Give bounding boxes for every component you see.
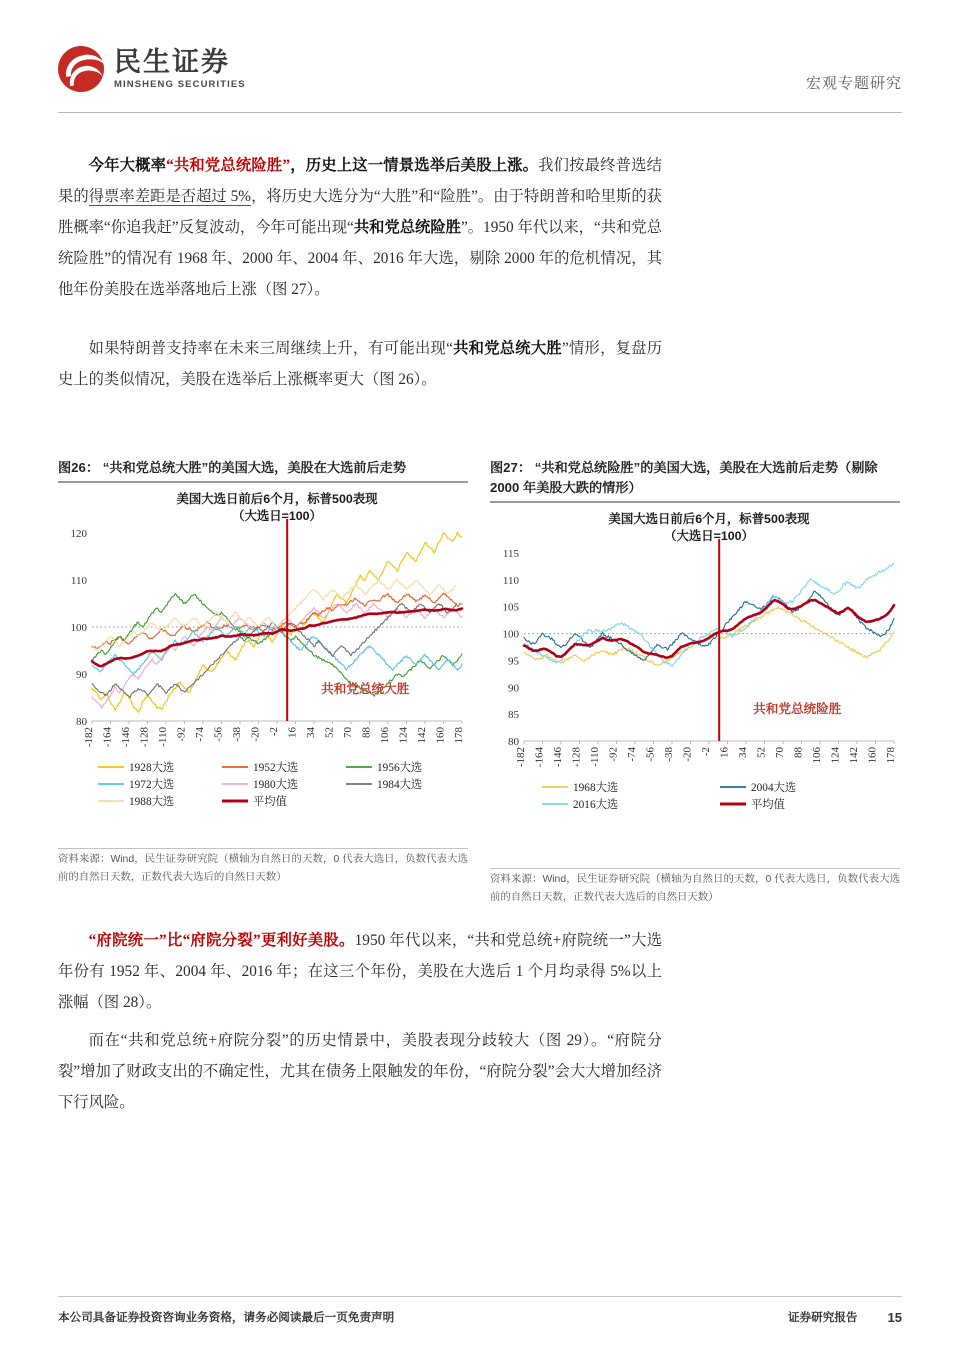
footer-disclaimer: 本公司具备证券投资咨询业务资格，请务必阅读最后一页免责声明 (58, 1311, 395, 1324)
svg-text:100: 100 (70, 622, 87, 634)
p1-lead-red: “共和党总统险胜” (166, 157, 291, 174)
svg-text:1956大选: 1956大选 (377, 762, 423, 774)
svg-text:70: 70 (342, 727, 354, 738)
page-footer (58, 1305, 902, 1329)
footer-right-group (788, 1309, 902, 1325)
chart-27-svg (490, 507, 900, 859)
figure-27-title-rule (490, 501, 900, 503)
svg-text:110: 110 (70, 575, 87, 587)
footer-report-label: 证券研究报告 (787, 1311, 858, 1324)
paragraph-1 (58, 150, 662, 305)
p1-rest1: ，历史上这一情景选举后美股上涨。 (290, 157, 539, 174)
svg-text:160: 160 (866, 747, 879, 764)
svg-text:80: 80 (508, 736, 519, 748)
svg-text:-38: -38 (231, 727, 243, 742)
p2-bold: 共和党总统大胜 (452, 340, 562, 357)
svg-text:（大选日=100）: （大选日=100） (232, 509, 322, 523)
chart-26-svg (58, 487, 468, 839)
figure-27-chart-area (490, 507, 900, 862)
svg-text:1928大选: 1928大选 (129, 762, 175, 774)
page-header (58, 46, 902, 112)
p1-rest3: ，将历史大选分为“大胜”和“险胜”。由于特朗普和哈里斯的获胜概率“你追我赶”反复波动，今年可能出现“ (58, 188, 662, 236)
p3-rest: 1950 年代以来，“共和党总统+府院统一”大选年份有 1952 年、2004 年、2016 年；在这三个年份，美股在大选后 1 个月均录得 5%以上涨幅（图 28）。 (58, 932, 663, 1011)
logo-chinese-name: 民生证券 (114, 46, 230, 77)
svg-text:1972大选: 1972大选 (129, 779, 175, 791)
svg-text:1984大选: 1984大选 (377, 779, 423, 791)
svg-text:1980大选: 1980大选 (253, 779, 299, 791)
svg-text:115: 115 (502, 548, 519, 560)
svg-text:16: 16 (718, 747, 731, 758)
svg-text:100: 100 (502, 628, 519, 641)
svg-text:34: 34 (305, 727, 317, 738)
svg-text:95: 95 (508, 655, 519, 668)
p1-underline: 得票率差距是否超过 5% (88, 188, 252, 205)
minsheng-logo-icon (58, 46, 104, 92)
svg-text:1952大选: 1952大选 (253, 762, 299, 774)
p2-b: ”情形，复盘历史上的类似情况，美股在选举后上涨概率更大（图 26）。 (58, 340, 663, 388)
svg-text:-182: -182 (515, 747, 527, 768)
svg-text:120: 120 (70, 528, 87, 540)
svg-text:1968大选: 1968大选 (573, 782, 619, 794)
p1-rest4: ”。1950 年代以来，“共和党总统险胜”的情况有 1968 年、2000 年、2004 年、2016 年大选，剔除 2000 年的危机情况，其他年份美股在选举落地后上涨（图 27）。 (58, 219, 662, 298)
svg-text:-146: -146 (120, 727, 132, 748)
svg-text:-38: -38 (663, 747, 675, 762)
svg-text:-92: -92 (607, 747, 620, 762)
svg-text:-92: -92 (175, 727, 188, 742)
footer-page-number: 15 (887, 1309, 902, 1325)
svg-text:-164: -164 (533, 747, 546, 768)
svg-text:106: 106 (379, 727, 391, 744)
svg-text:90: 90 (76, 669, 87, 681)
figure-26-source: 资料来源：Wind，民生证券研究院（横轴为自然日的天数，0 代表大选日，负数代表大选前的自然日天数，正数代表大选后的自然日天数） (58, 854, 468, 883)
paragraph-4: 而在“共和党总统+府院分裂”的历史情景中，美股表现分歧较大（图 29）。“府院分裂”增加了财政支出的不确定性，尤其在债务上限触发的年份，“府院分裂”会大大增加经济下行风险。 (58, 1032, 662, 1111)
figure-26 (58, 458, 468, 887)
p1-lead-black: 今年大概率 (88, 157, 167, 174)
footer-divider (58, 1296, 902, 1297)
svg-text:90: 90 (508, 682, 519, 695)
svg-text:178: 178 (885, 747, 897, 764)
svg-text:34: 34 (737, 747, 749, 758)
svg-text:160: 160 (434, 727, 447, 744)
svg-text:105: 105 (502, 601, 519, 614)
svg-text:52: 52 (323, 727, 336, 738)
svg-text:2016大选: 2016大选 (573, 799, 619, 811)
svg-text:80: 80 (76, 716, 87, 728)
p1-bold2: 共和党总统险胜 (353, 219, 461, 236)
svg-text:178: 178 (453, 727, 465, 744)
svg-text:美国大选日前后6个月，标普500表现: 美国大选日前后6个月，标普500表现 (176, 492, 378, 506)
svg-text:110: 110 (502, 574, 519, 587)
svg-text:-164: -164 (101, 727, 114, 748)
svg-text:共和党总统险胜: 共和党总统险胜 (753, 702, 842, 716)
svg-text:美国大选日前后6个月，标普500表现: 美国大选日前后6个月，标普500表现 (608, 512, 810, 526)
svg-text:70: 70 (774, 747, 786, 758)
svg-text:85: 85 (508, 709, 519, 722)
figure-27-title: 图27： “共和党总统险胜”的美国大选，美股在大选前后走势（剔除 2000 年美股大跌的情形） (490, 460, 878, 495)
svg-text:共和党总统大胜: 共和党总统大胜 (321, 682, 410, 696)
svg-text:2004大选: 2004大选 (751, 782, 797, 794)
svg-text:88: 88 (360, 727, 373, 738)
header-section-label: 宏观专题研究 (805, 75, 902, 92)
header-divider (58, 112, 902, 113)
p2-a: 如果特朗普支持率在未来三周继续上升，有可能出现“ (88, 340, 453, 357)
svg-text:1988大选: 1988大选 (129, 796, 175, 808)
svg-text:-182: -182 (83, 727, 95, 748)
figure-27 (490, 458, 900, 907)
svg-text:-56: -56 (644, 747, 657, 762)
company-logo (58, 46, 246, 92)
svg-text:-128: -128 (570, 747, 583, 768)
svg-text:（大选日=100）: （大选日=100） (664, 529, 754, 543)
svg-text:-20: -20 (681, 747, 694, 762)
svg-text:-2: -2 (700, 747, 712, 757)
logo-text-block (114, 48, 246, 90)
svg-text:-56: -56 (212, 727, 225, 742)
svg-text:-110: -110 (589, 747, 601, 767)
svg-text:-74: -74 (626, 747, 638, 762)
svg-text:142: 142 (848, 747, 860, 764)
svg-text:16: 16 (286, 727, 299, 738)
svg-text:142: 142 (416, 727, 428, 744)
svg-text:-110: -110 (157, 727, 169, 747)
svg-text:106: 106 (811, 747, 823, 764)
figure-27-source: 资料来源：Wind，民生证券研究院（横轴为自然日的天数，0 代表大选日，负数代表大选前的自然日天数，正数代表大选后的自然日天数） (490, 874, 900, 903)
svg-text:平均值: 平均值 (253, 796, 287, 808)
svg-text:平均值: 平均值 (751, 799, 785, 811)
svg-text:124: 124 (397, 727, 410, 744)
svg-text:52: 52 (755, 747, 768, 758)
figure-26-chart-area (58, 487, 468, 842)
p3-red: “府院统一”比“府院分裂”更利好美股。 (88, 932, 355, 949)
svg-text:-146: -146 (552, 747, 564, 768)
paragraph-2 (58, 333, 662, 395)
svg-text:-2: -2 (268, 727, 280, 737)
svg-text:-20: -20 (249, 727, 262, 742)
p1-rest2: 我们按最终普选结果的 (58, 157, 662, 205)
svg-text:124: 124 (829, 747, 842, 764)
svg-text:-128: -128 (138, 727, 151, 748)
svg-text:-74: -74 (194, 727, 206, 742)
figure-26-title-rule (58, 481, 468, 483)
svg-text:88: 88 (792, 747, 805, 758)
logo-english-name: MINSHENG SECURITIES (114, 79, 246, 91)
paragraph-3 (58, 925, 662, 1018)
figure-26-title: 图26： “共和党总统大胜”的美国大选，美股在大选前后走势 (58, 460, 407, 475)
